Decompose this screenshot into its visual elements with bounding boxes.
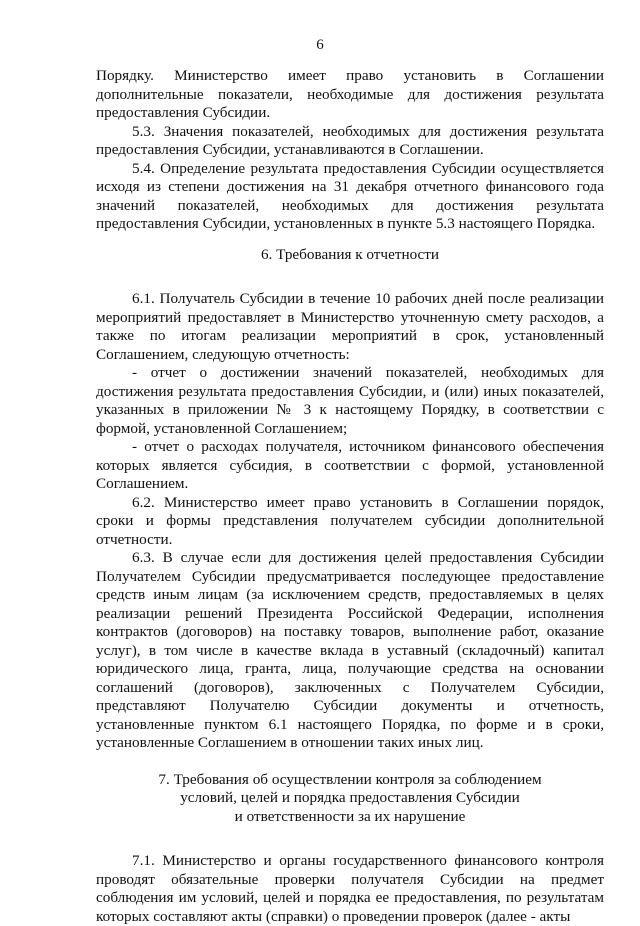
page-number: 6 [316, 37, 324, 53]
list-item-report-expenses: - отчет о расходах получателя, источником финансового обеспечения которых является субсидия, в соответствии с формой, установленной Соглашением. [96, 438, 604, 492]
section-6-heading: 6. Требования к отчетности [260, 245, 440, 263]
paragraph-5-3: 5.3. Значения показателей, необходимых для достижения результата предоставления Субсидии, устанавливаются в Соглашении. [96, 122, 604, 158]
paragraph-5-4: 5.4. Определение результата предоставления Субсидии осуществляется исходя из степени достижения на 31 декабря отчетного финансового года значений показателей, необходимых для достижения результата предоставления Субсидии, установленных в пункте 5.3 настоящего Порядка. [96, 159, 604, 232]
document-body [96, 67, 604, 926]
section-7-heading-line: и ответственности за их нарушение [234, 807, 466, 825]
paragraph-continuation: Порядку. Министерство имеет право установить в Соглашении дополнительные показатели, необходимые для достижения результата предоставления Субсидии. [96, 67, 604, 121]
section-7-heading [96, 771, 604, 827]
paragraph-6-2: 6.2. Министерство имеет право установить в Соглашении порядок, сроки и формы представления получателем субсидии дополнительной отчетности. [96, 493, 604, 548]
section-7-heading-line: 7. Требования об осуществлении контроля за соблюдением [158, 770, 542, 788]
paragraph-6-3: 6.3. В случае если для достижения целей предоставления Субсидии Получателем Субсидии предусматривается последующее предоставление средств иным лицам (за исключением средств, предоставляемых в целях реализации решений Президента Российской Федерации, исполнения контрактов (договоров) на поставку товаров, выполнение работ, оказание услуг), в том числе в качестве вклада в уставный (складочный) капитал юридического лица, гранта, лица, получающие средства на основании соглашений (договоров), заключенных с Получателем Субсидии, представляют Получателю Субсидии документы и отчетность, установленные пунктом 6.1 настоящего Порядка, по форме и в сроки, установленные Соглашением в отношении таких иных лиц. [96, 549, 604, 751]
section-7-heading-line: условий, целей и порядка предоставления Субсидии [180, 789, 520, 806]
paragraph-7-1: 7.1. Министерство и органы государственного финансового контроля проводят обязательные проверки получателя Субсидии на предмет соблюдения им условий, целей и порядка ее предоставления, по результатам которых составляют акты (справки) о проведении проверок (далее - акты [96, 852, 604, 925]
list-item-report-indicators: - отчет о достижении значений показателей, необходимых для достижения результата предоставления Субсидии, и (или) иных показателей, указанных в приложении № 3 к настоящему Порядку, в соответствии с формой, установленной Соглашением; [96, 364, 604, 437]
paragraph-6-1: 6.1. Получатель Субсидии в течение 10 рабочих дней после реализации мероприятий предоставляет в Министерство уточненную смету расходов, а также по итогам реализации мероприятий в срок, установленный Соглашением, следующую отчетность: [96, 290, 604, 363]
